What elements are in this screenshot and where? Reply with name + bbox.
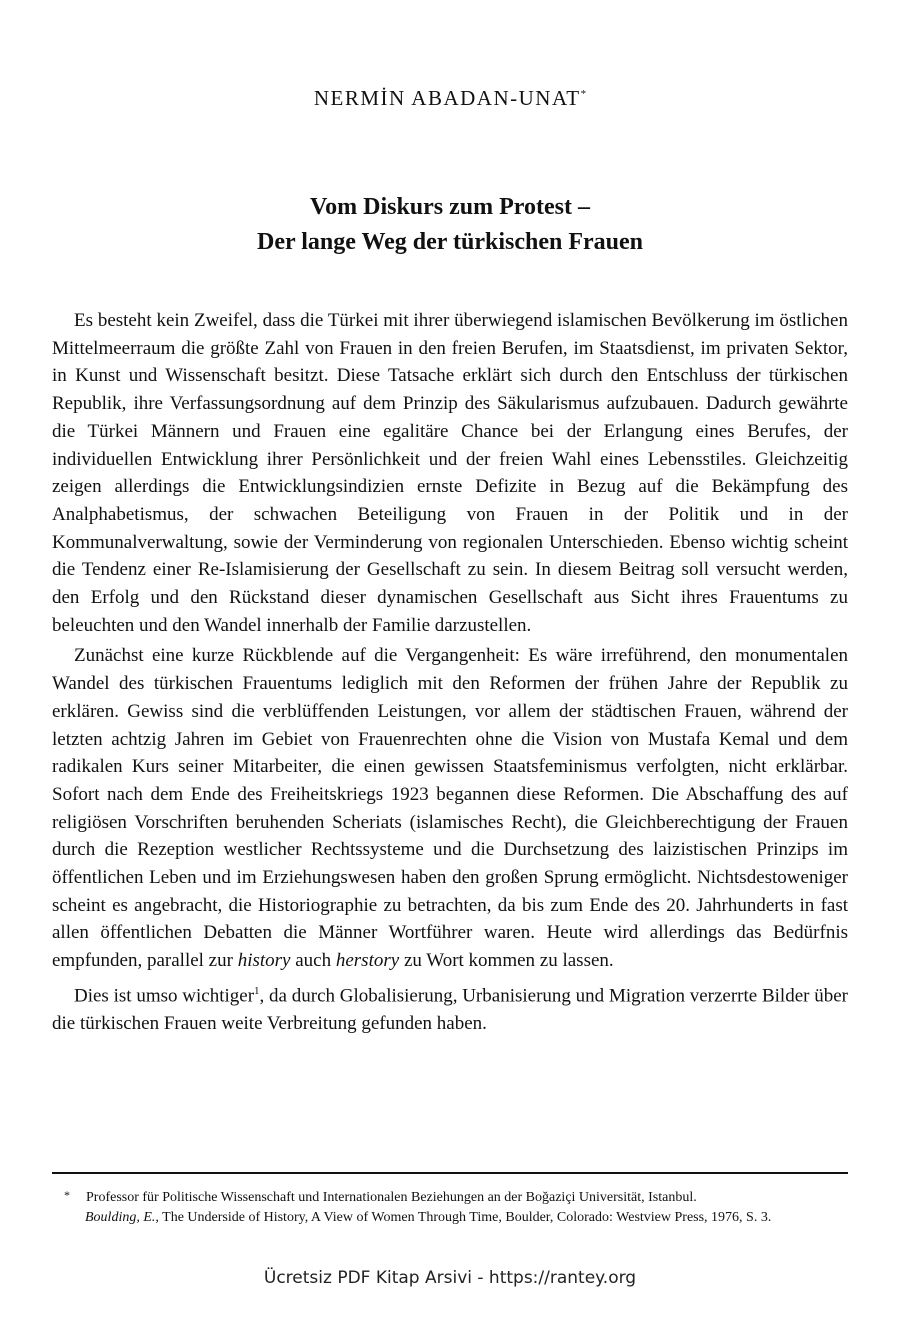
watermark-text: Ücretsiz PDF Kitap Arsivi - https://rantey.org <box>263 1268 637 1288</box>
article-body <box>52 307 848 1038</box>
author-name-text: NERMİN ABADAN-UNAT <box>313 86 581 110</box>
footnote-author-text: Professor für Politische Wissenschaft und Internationalen Beziehungen an der Boğaziçi Universität, Istanbul. <box>86 1190 697 1205</box>
paragraph-2-text-b: auch <box>295 950 332 972</box>
author-name <box>0 86 900 111</box>
article-title-line-1: Vom Diskurs zum Protest – <box>310 194 590 220</box>
footnote-author <box>52 1185 848 1208</box>
footnotes <box>52 1185 848 1228</box>
footnote-author-mark: * <box>64 1188 70 1202</box>
article-title-line-2: Der lange Weg der türkischen Frauen <box>257 229 643 255</box>
footnote-divider <box>52 1172 848 1174</box>
paragraph-3 <box>52 978 848 1038</box>
footnote-1-text: , The Underside of History, A View of Women Through Time, Boulder, Colorado: Westview Press, 1976, S. 3. <box>155 1210 772 1225</box>
paragraph-2-text-c: zu Wort kommen zu lassen. <box>403 950 614 972</box>
paragraph-2-italic-history: history <box>237 950 291 972</box>
paragraph-3-text-b: , da durch Globalisierung, Urbanisierung und Migration verzerrte Bilder über die türkischen Frauen weite Verbreitung gefunden haben. <box>52 985 848 1034</box>
article-title <box>0 190 900 260</box>
footnote-ref-1: 1 <box>254 984 260 997</box>
paragraph-1: Es besteht kein Zweifel, dass die Türkei mit ihrer überwiegend islamischen Bevölkerung im östlichen Mittelmeerraum die größte Zahl von Frauen in den freien Berufen, im Staatsdienst, im privaten Sektor, in Kunst und Wissenschaft besitzt. Diese Tatsache erklärt sich durch den Entschluss der türkischen Republik, ihre Verfassungsordnung auf dem Prinzip des Säkularismus aufzubauen. Dadurch gewährte die Türkei Männern und Frauen eine egalitäre Chance bei der Erlangung eines Berufes, der individuellen Entwicklung ihrer Persönlichkeit und der freien Wahl eines Lebensstiles. Gleichzeitig zeigen allerdings die Entwicklungsindizien ernste Defizite in Bezug auf die Bekämpfung des Analphabetismus, der schwachen Beteiligung von Frauen in der Politik und in der Kommunalverwaltung, sowie der Verminderung von regionalen Unterschieden. Ebenso wichtig scheint die Tendenz einer Re-Islamisierung der Gesellschaft zu sein. In diesem Beitrag soll versucht werden, den Erfolg und den Rückstand dieser dynamischen Gesellschaft aus Sicht ihres Frauentums zu beleuchten und den Wandel innerhalb der Familie darzustellen. <box>52 310 848 636</box>
paragraph-2-text-a: Zunächst eine kurze Rückblende auf die Vergangenheit: Es wäre irreführend, den monumentalen Wandel des türkischen Frauentums lediglich mit den Reformen der frühen Jahre der Republik zu erklären. Gewiss sind die verblüffenden Leistungen, vor allem der städtischen Frauen, während der letzten achtzig Jahren im Gebiet von Frauenrechten ohne die Vision von Mustafa Kemal und dem radikalen Kurs seiner Mitarbeiter, die einen gewissen Staatsfeminismus verfolgten, nicht erklärbar. Sofort nach dem Ende des Freiheitskriegs 1923 begannen diese Reformen. Die Abschaffung des auf religiösen Vorschriften beruhenden Scheriats (islamisches Recht), die Gleichberechtigung der Frauen durch die Rezeption westlicher Rechtssysteme und die Durchsetzung des laizistischen Prinzips im öffentlichen Leben und im Erziehungswesen haben den großen Sprung ermöglicht. Nichtsdestoweniger scheint es angebracht, die Historiographie zu betrachten, da bis zum Ende des 20. Jahrhunderts in fast allen öffentlichen Debatten die Männer Wortführer waren. Heute wird allerdings das Bedürfnis empfunden, parallel zur <box>52 645 848 972</box>
paragraph-2-italic-herstory: herstory <box>335 950 400 972</box>
footnote-1 <box>52 1208 848 1228</box>
author-footnote-mark: * <box>580 88 587 100</box>
paragraph-3-text-a: Dies ist umso wichtiger <box>74 985 255 1007</box>
paragraph-2 <box>52 642 848 974</box>
footnote-1-author: Boulding, E. <box>85 1210 156 1225</box>
